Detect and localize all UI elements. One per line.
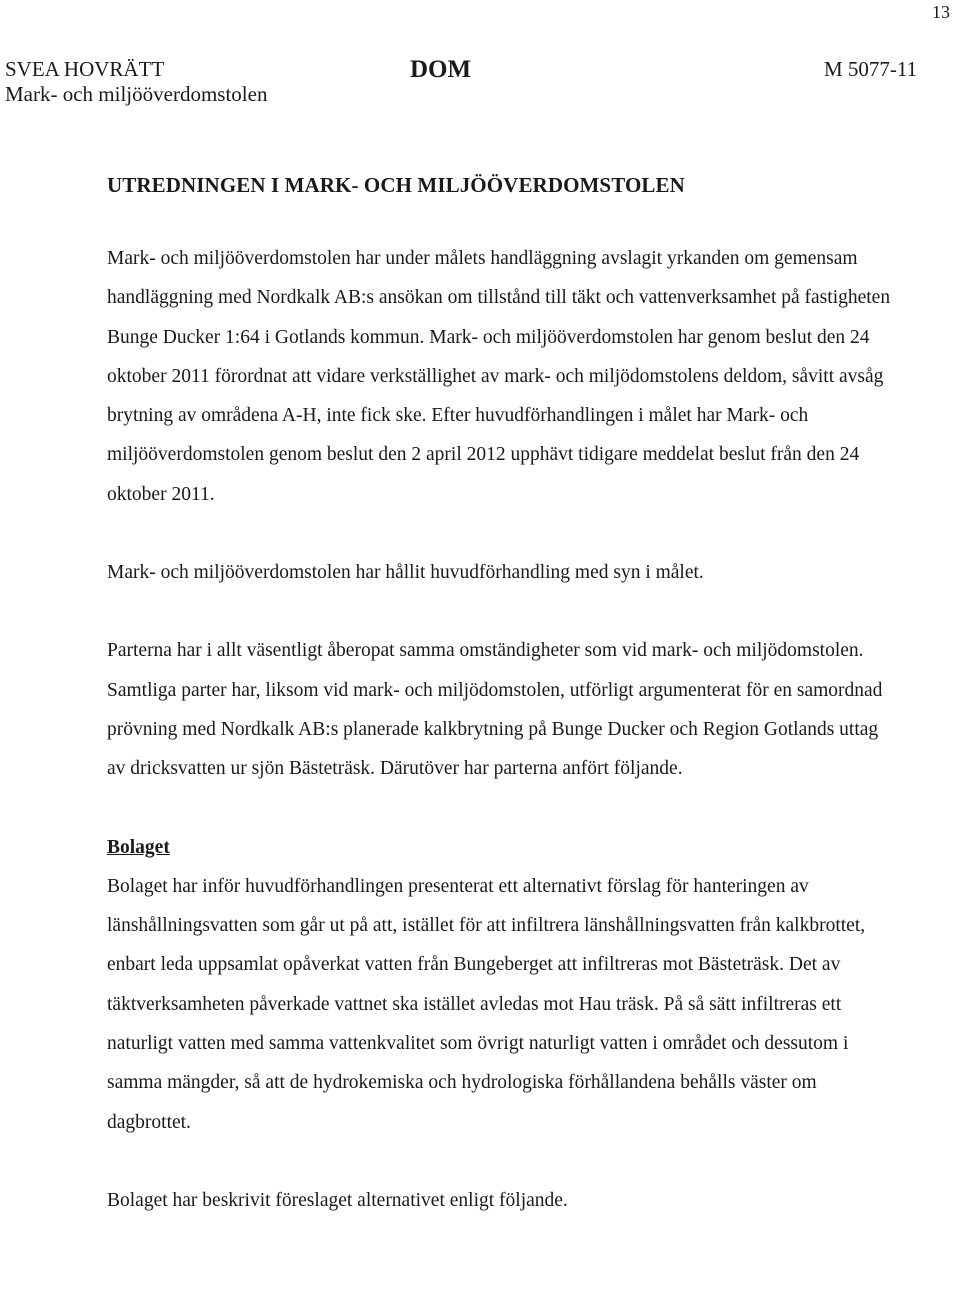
- court-division: Mark- och miljööverdomstolen: [5, 82, 268, 106]
- paragraph-hearing: Mark- och miljööverdomstolen har hållit huvudförhandling med syn i målet.: [107, 562, 704, 584]
- paragraph-spacer: [107, 1142, 897, 1181]
- section-title: UTREDNINGEN I MARK- OCH MILJÖÖVERDOMSTOLEN: [107, 173, 685, 197]
- document-body: [107, 170, 897, 1220]
- paragraph-spacer: [107, 789, 897, 828]
- page-number: 13: [932, 2, 950, 22]
- subheading-bolaget: Bolaget: [107, 836, 170, 858]
- paragraph-procedure: Mark- och miljööverdomstolen har under målets handläggning avslagit yrkanden om gemensam handläggning med Nordkalk AB:s ansökan om tillstånd till täkt och vattenverksamhet på fastigheten Bunge Ducker 1:64 i Gotlands kommun. Mark- och miljööverdomstolen har genom beslut den 24 oktober 2011 förordnat att vidare verkställighet av mark- och miljödomstolens deldom, såvitt avsåg brytning av områdena A-H, inte fick ske. Efter huvudförhandlingen i målet har Mark- och miljööverdomstolen genom beslut den 2 april 2012 upphävt tidigare meddelat beslut från den 24 oktober 2011.: [107, 248, 891, 505]
- paragraph-spacer: [107, 592, 897, 631]
- paragraph-parties: Parterna har i allt väsentligt åberopat samma omständigheter som vid mark- och miljödomstolen. Samtliga parter har, liksom vid mark- och miljödomstolen, utförligt argumenterat för en samordnad prövning med Nordkalk AB:s planerade kalkbrytning på Bunge Ducker och Region Gotlands uttag av dricksvatten ur sjön Bästeträsk. Därutöver har parterna anfört följande.: [107, 640, 883, 780]
- paragraph-company-proposal: Bolaget har inför huvudförhandlingen presenterat ett alternativt förslag för hanteringen av länshållningsvatten som går ut på att, istället för att infiltrera länshållningsvatten från kalkbrottet, enbart leda uppsamlat opåverkat vatten från Bungeberget att infiltreras mot Bästeträsk. Det av täktverksamheten påverkade vattnet ska istället avledas mot Hau träsk. På så sätt infiltreras ett naturligt vatten med samma vattenkvalitet som övrigt naturligt vatten i området och dessutom i samma mängder, så att de hydrokemiska och hydrologiska förhållandena behålls väster om dagbrottet.: [107, 875, 866, 1133]
- case-number: M 5077-11: [824, 57, 918, 81]
- paragraph-spacer: [107, 514, 897, 553]
- court-name: SVEA HOVRÄTT: [5, 57, 165, 81]
- paragraph-company-description: Bolaget har beskrivit föreslaget alternativet enligt följande.: [107, 1189, 568, 1211]
- document-type: DOM: [410, 56, 472, 83]
